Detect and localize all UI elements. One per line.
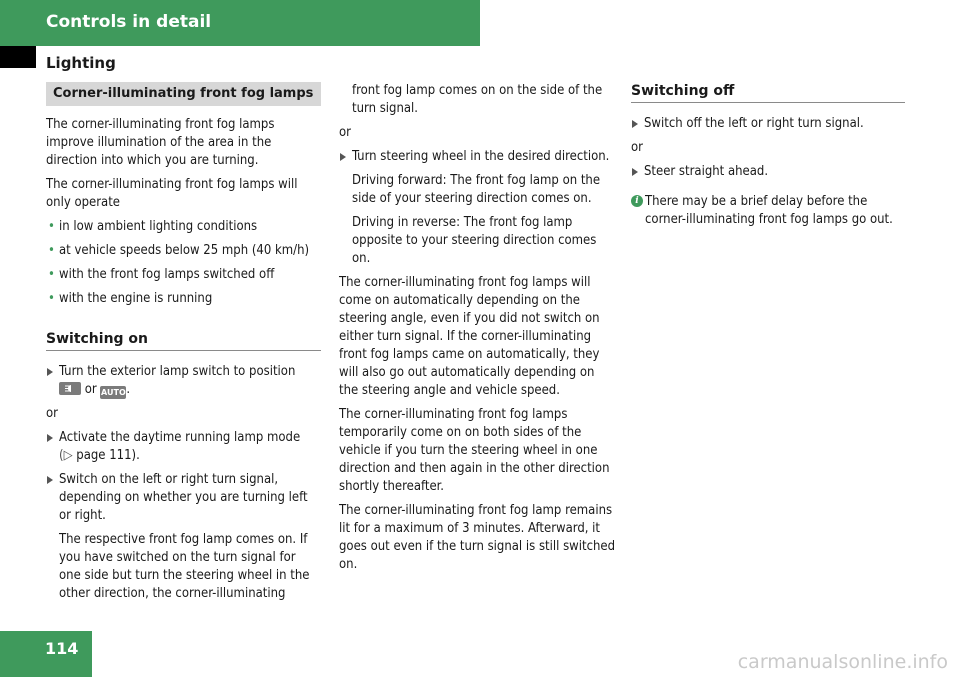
auto-symbol-icon: AUTO: [101, 388, 126, 397]
driving-forward-text: Driving forward: The front fog lamp on the side of your steering direction comes on.: [352, 173, 601, 206]
corner-fog-heading: Corner-illuminating front fog lamps: [46, 82, 321, 106]
step-arrow-icon: [47, 368, 53, 376]
section-title: Lighting: [46, 54, 116, 72]
column-left: [46, 82, 321, 609]
step-result: The respective front fog lamp comes on. If you have switched on the turn signal for one side but turn the steering wheel in the other direction, the corner-illuminating: [59, 532, 310, 601]
switching-on-heading: Switching on: [46, 330, 321, 351]
bullet-dot-icon: •: [48, 243, 55, 258]
or-text: or: [631, 140, 643, 155]
info-icon: i: [631, 195, 643, 207]
bullet-dot-icon: •: [48, 219, 55, 234]
automatic-paragraph: The corner-illuminating front fog lamps will come on automatically depending on the steering angle, even if you did not switch on either turn signal. If the corner-illuminating front fog lamps came on automatically, they will also go out automatically depending on the steering angle and vehicle speed.: [339, 275, 600, 398]
low-beam-symbol-icon: [59, 382, 81, 395]
step-arrow-icon: [47, 434, 53, 442]
step-item: Activate the daytime running lamp mode (▷ page 111).: [46, 429, 321, 465]
driving-reverse-text: Driving in reverse: The front fog lamp opposite to your steering direction comes on.: [352, 215, 597, 266]
or-text: or: [46, 406, 58, 421]
switching-off-heading: Switching off: [631, 82, 905, 103]
column-middle: [339, 82, 617, 580]
watermark-text: carmanualsonline.info: [737, 651, 948, 673]
step-arrow-icon: [47, 476, 53, 484]
info-note: i There may be a brief delay before the corner-illuminating front fog lamps go out.: [631, 193, 905, 229]
page-number: 114: [45, 639, 79, 658]
list-item: • in low ambient lighting conditions: [48, 219, 258, 234]
step-item: Switch off the left or right turn signal.: [631, 115, 905, 133]
page-reference: page 111).: [76, 448, 140, 463]
page-reference-arrow: (▷: [59, 448, 73, 463]
step-arrow-icon: [340, 153, 346, 161]
duration-paragraph: The corner-illuminating front fog lamp remains lit for a maximum of 3 minutes. Afterward, it goes out even if the turn signal is still switched on.: [339, 503, 616, 572]
operate-paragraph: The corner-illuminating front fog lamps will only operate: [46, 177, 298, 210]
list-item: • with the front fog lamps switched off: [48, 267, 275, 282]
step-item: Turn the exterior lamp switch to position or AUTO.: [46, 363, 321, 399]
step-item: Turn steering wheel in the desired direction.: [339, 148, 617, 166]
list-item: • with the engine is running: [48, 291, 213, 306]
bullet-dot-icon: •: [48, 291, 55, 306]
section-tab-marker: [0, 46, 36, 68]
intro-paragraph: The corner-illuminating front fog lamps improve illumination of the area in the direction into which you are turning.: [46, 117, 275, 168]
step-result-continued: front fog lamp comes on on the side of the turn signal.: [352, 83, 603, 116]
bullet-dot-icon: •: [48, 267, 55, 282]
chapter-title: Controls in detail: [46, 12, 212, 32]
or-text: or: [339, 125, 351, 140]
step-item: Steer straight ahead.: [631, 163, 905, 181]
step-arrow-icon: [632, 168, 638, 176]
column-right: [631, 82, 905, 235]
both-sides-paragraph: The corner-illuminating front fog lamps temporarily come on on both sides of the vehicle if you turn the steering wheel in one direction and then again in the other direction shortly thereafter.: [339, 407, 610, 494]
step-arrow-icon: [632, 120, 638, 128]
step-item: Switch on the left or right turn signal, depending on whether you are turning left or right.: [46, 471, 321, 525]
list-item: • at vehicle speeds below 25 mph (40 km/h): [48, 243, 310, 258]
